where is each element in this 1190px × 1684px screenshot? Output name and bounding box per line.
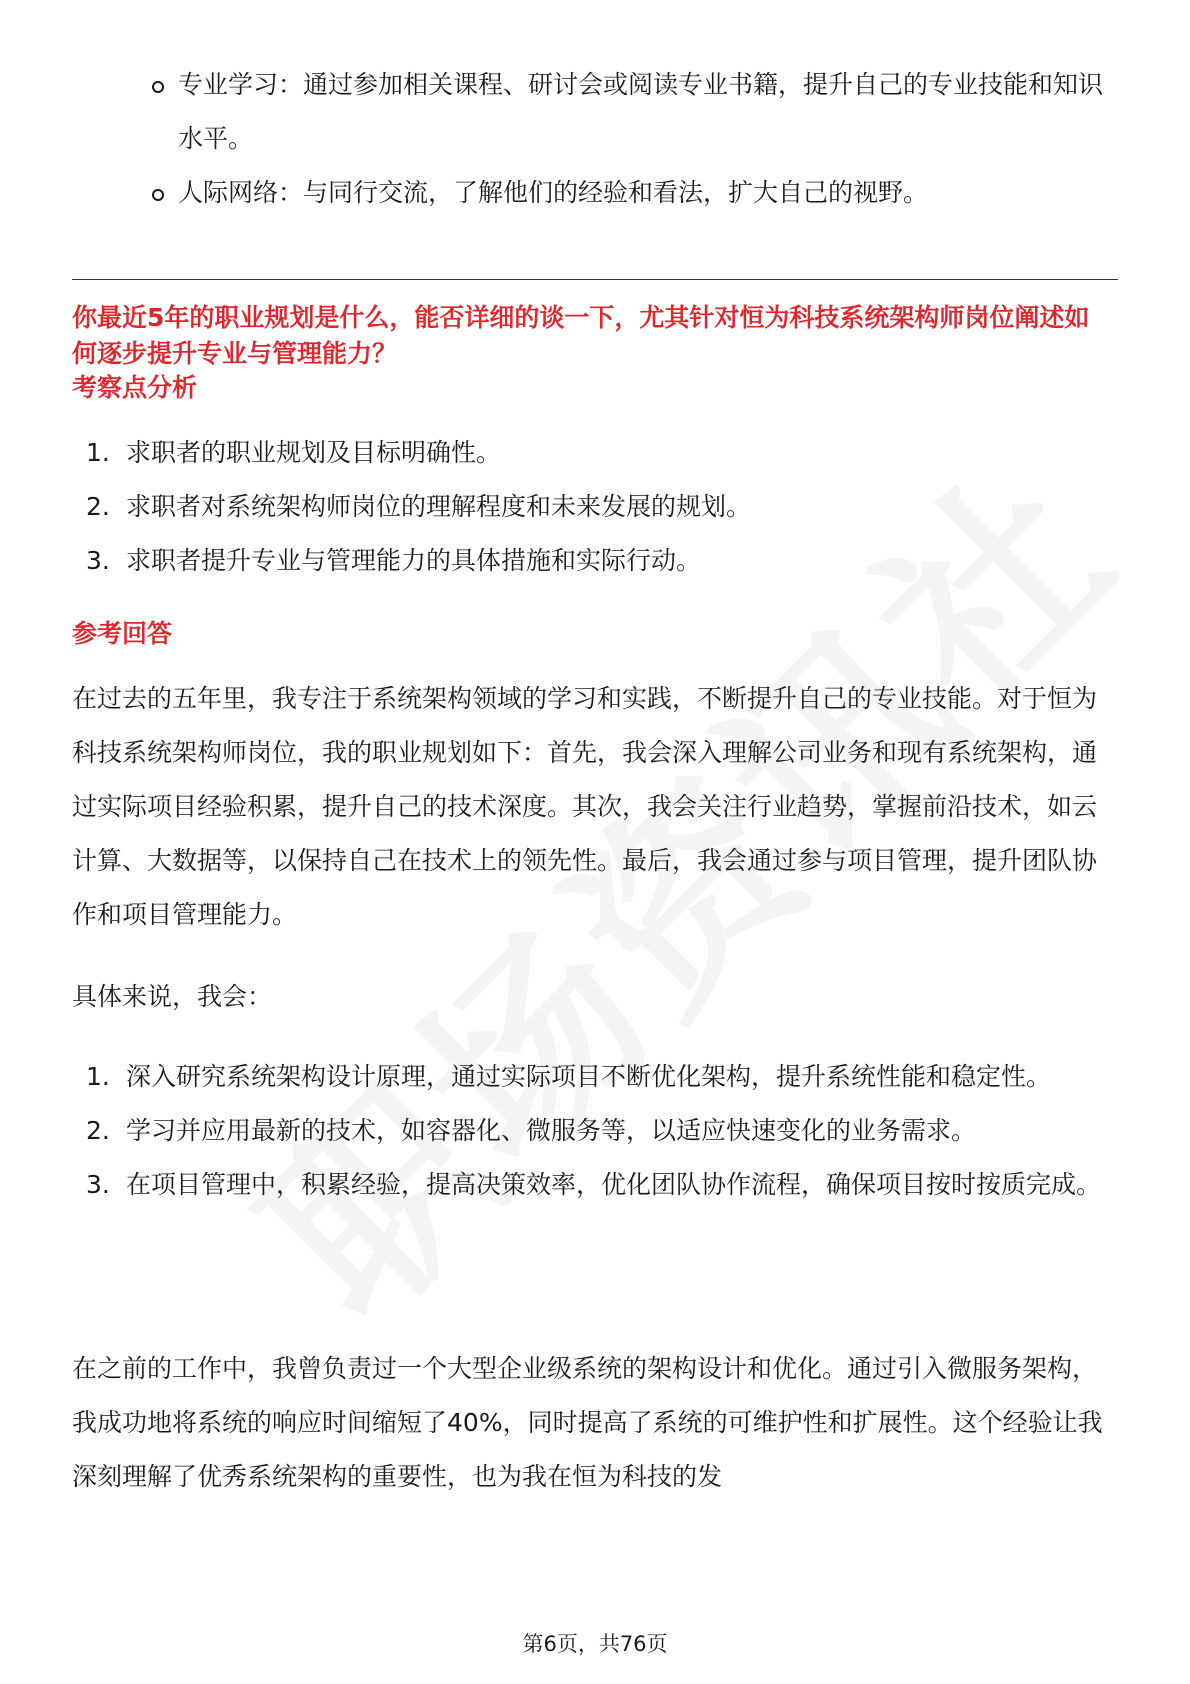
list-item: 专业学习：通过参加相关课程、研讨会或阅读专业书籍，提升自己的专业技能和知识水平。 [150, 58, 1110, 166]
list-number: 1. [86, 1062, 110, 1091]
list-item [86, 1050, 1116, 1104]
list-item [86, 1158, 1116, 1212]
list-number: 2. [86, 1116, 110, 1145]
list-text: 学习并应用最新的技术，如容器化、微服务等，以适应快速变化的业务需求。 [126, 1116, 977, 1145]
list-number: 3. [86, 546, 110, 575]
list-item [86, 1104, 1116, 1158]
analysis-list [86, 426, 1116, 588]
list-text: 求职者对系统架构师岗位的理解程度和未来发展的规划。 [126, 492, 752, 521]
list-item [86, 480, 1116, 534]
list-number: 3. [86, 1170, 110, 1199]
list-item: 人际网络：与同行交流，了解他们的经验和看法，扩大自己的视野。 [150, 166, 1110, 220]
list-item [86, 426, 1116, 480]
page-number: 第6页，共76页 [522, 1632, 668, 1656]
list-text: 在项目管理中，积累经验，提高决策效率，优化团队协作流程，确保项目按时按质完成。 [126, 1170, 1102, 1199]
list-number: 2. [86, 492, 110, 521]
list-text: 求职者提升专业与管理能力的具体措施和实际行动。 [126, 546, 702, 575]
answer-paragraph: 在过去的五年里，我专注于系统架构领域的学习和实践，不断提升自己的专业技能。对于恒为科技系统架构师岗位，我的职业规划如下：首先，我会深入理解公司业务和现有系统架构，通过实际项目经验积累，提升自己的技术深度。其次，我会关注行业趋势，掌握前沿技术，如云计算、大数据等，以保持自己在技术上的领先性。最后，我会通过参与项目管理，提升团队协作和项目管理能力。 [72, 684, 1098, 929]
answer-list [86, 1050, 1116, 1212]
answer-paragraph: 在之前的工作中，我曾负责过一个大型企业级系统的架构设计和优化。通过引入微服务架构，我成功地将系统的响应时间缩短了40%，同时提高了系统的可维护性和扩展性。这个经验让我深刻理解了优秀系统架构的重要性，也为我在恒为科技的发 [72, 1354, 1103, 1491]
divider [72, 279, 1118, 280]
list-text: 求职者的职业规划及目标明确性。 [126, 438, 502, 467]
bullet-list [150, 58, 1110, 220]
question-heading: 你最近5年的职业规划是什么，能否详细的谈一下，尤其针对恒为科技系统架构师岗位阐述如何逐步提升专业与管理能力？ [72, 303, 1090, 368]
list-item [86, 534, 1116, 588]
answer-heading: 参考回答 [72, 619, 173, 648]
list-text: 深入研究系统架构设计原理，通过实际项目不断优化架构，提升系统性能和稳定性。 [126, 1062, 1052, 1091]
list-number: 1. [86, 438, 110, 467]
analysis-heading: 考察点分析 [72, 373, 198, 402]
answer-paragraph: 具体来说，我会： [72, 982, 273, 1011]
